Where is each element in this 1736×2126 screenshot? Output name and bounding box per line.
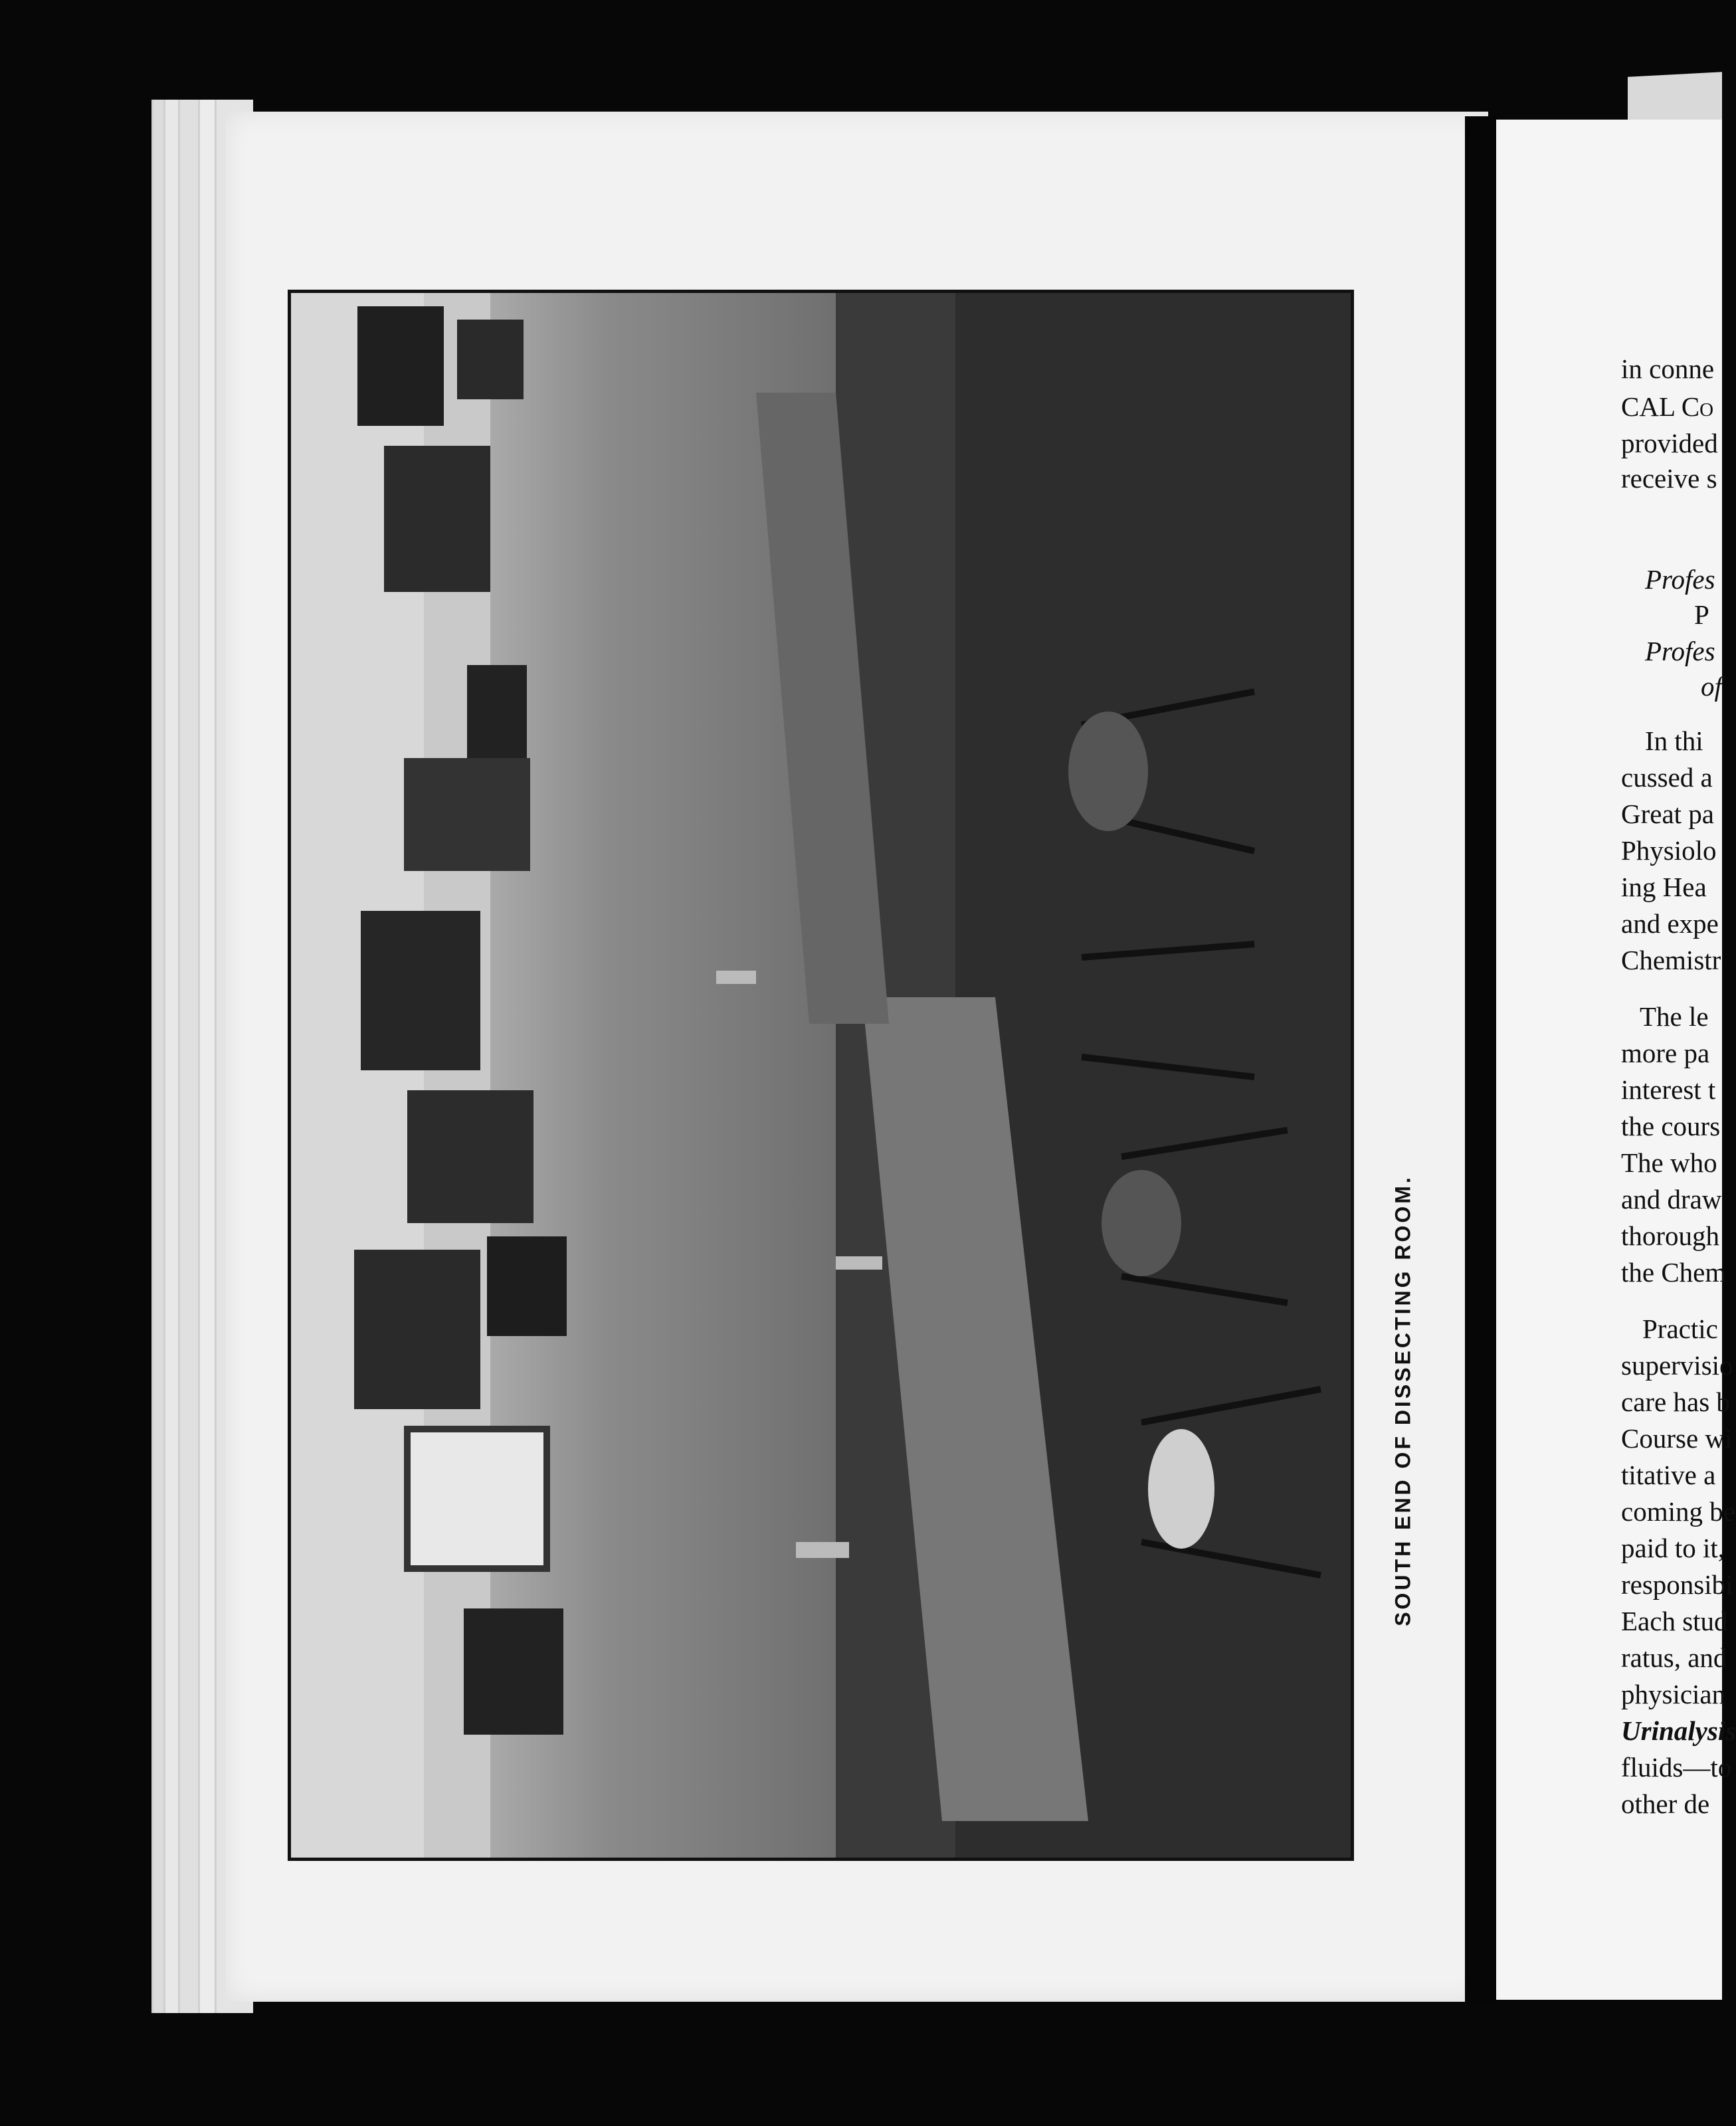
right-page <box>1496 120 1736 2000</box>
text-line: cussed a <box>1621 762 1713 793</box>
text-line: supervisio <box>1621 1350 1733 1381</box>
text-line: in conne <box>1621 353 1715 384</box>
text-line: CAL Co <box>1621 391 1714 422</box>
book-gutter <box>1465 116 1499 2003</box>
text-line: Each stud <box>1621 1606 1728 1636</box>
text-line: and expe <box>1621 908 1719 939</box>
text-line: ing Hea <box>1621 872 1707 902</box>
text-line: the cours <box>1621 1111 1721 1141</box>
dissecting-room-photograph <box>288 290 1354 1861</box>
text-line: Chemistr <box>1621 945 1721 975</box>
left-page <box>226 112 1488 2002</box>
text-line: Profes <box>1645 564 1715 595</box>
text-line: responsibi <box>1621 1569 1733 1600</box>
text-line: receive s <box>1621 463 1717 494</box>
text-line: Profes <box>1645 636 1715 666</box>
text-line: ratus, and <box>1621 1642 1727 1673</box>
text-line: In thi <box>1645 725 1703 756</box>
text-line: Practic <box>1642 1313 1718 1344</box>
text-line: paid to it, <box>1621 1533 1725 1563</box>
text-line: other de <box>1621 1788 1710 1819</box>
text-line: care has b <box>1621 1387 1730 1417</box>
text-line: provided <box>1621 428 1718 458</box>
text-line: titative a <box>1621 1460 1716 1490</box>
text-line: Urinalysis <box>1621 1715 1736 1746</box>
text-line: Great pa <box>1621 799 1714 829</box>
text-line: coming be <box>1621 1496 1735 1527</box>
text-line: interest t <box>1621 1074 1716 1105</box>
photo-illustration <box>291 293 1351 1858</box>
text-line: of <box>1701 671 1722 702</box>
caption-text: SOUTH END OF DISSECTING ROOM. <box>1391 1175 1415 1626</box>
text-line: more pa <box>1621 1038 1710 1068</box>
text-line: The who <box>1621 1147 1717 1178</box>
text-line: fluids—to <box>1621 1752 1732 1783</box>
text-line: The le <box>1640 1001 1709 1032</box>
text-line: P <box>1694 599 1709 630</box>
text-line: Physiolo <box>1621 835 1717 866</box>
text-line: physician <box>1621 1679 1726 1709</box>
text-line: thorough <box>1621 1220 1720 1251</box>
text-line: the Chem <box>1621 1257 1727 1288</box>
text-line: Course wi <box>1621 1423 1733 1454</box>
text-line: and draw <box>1621 1184 1722 1214</box>
